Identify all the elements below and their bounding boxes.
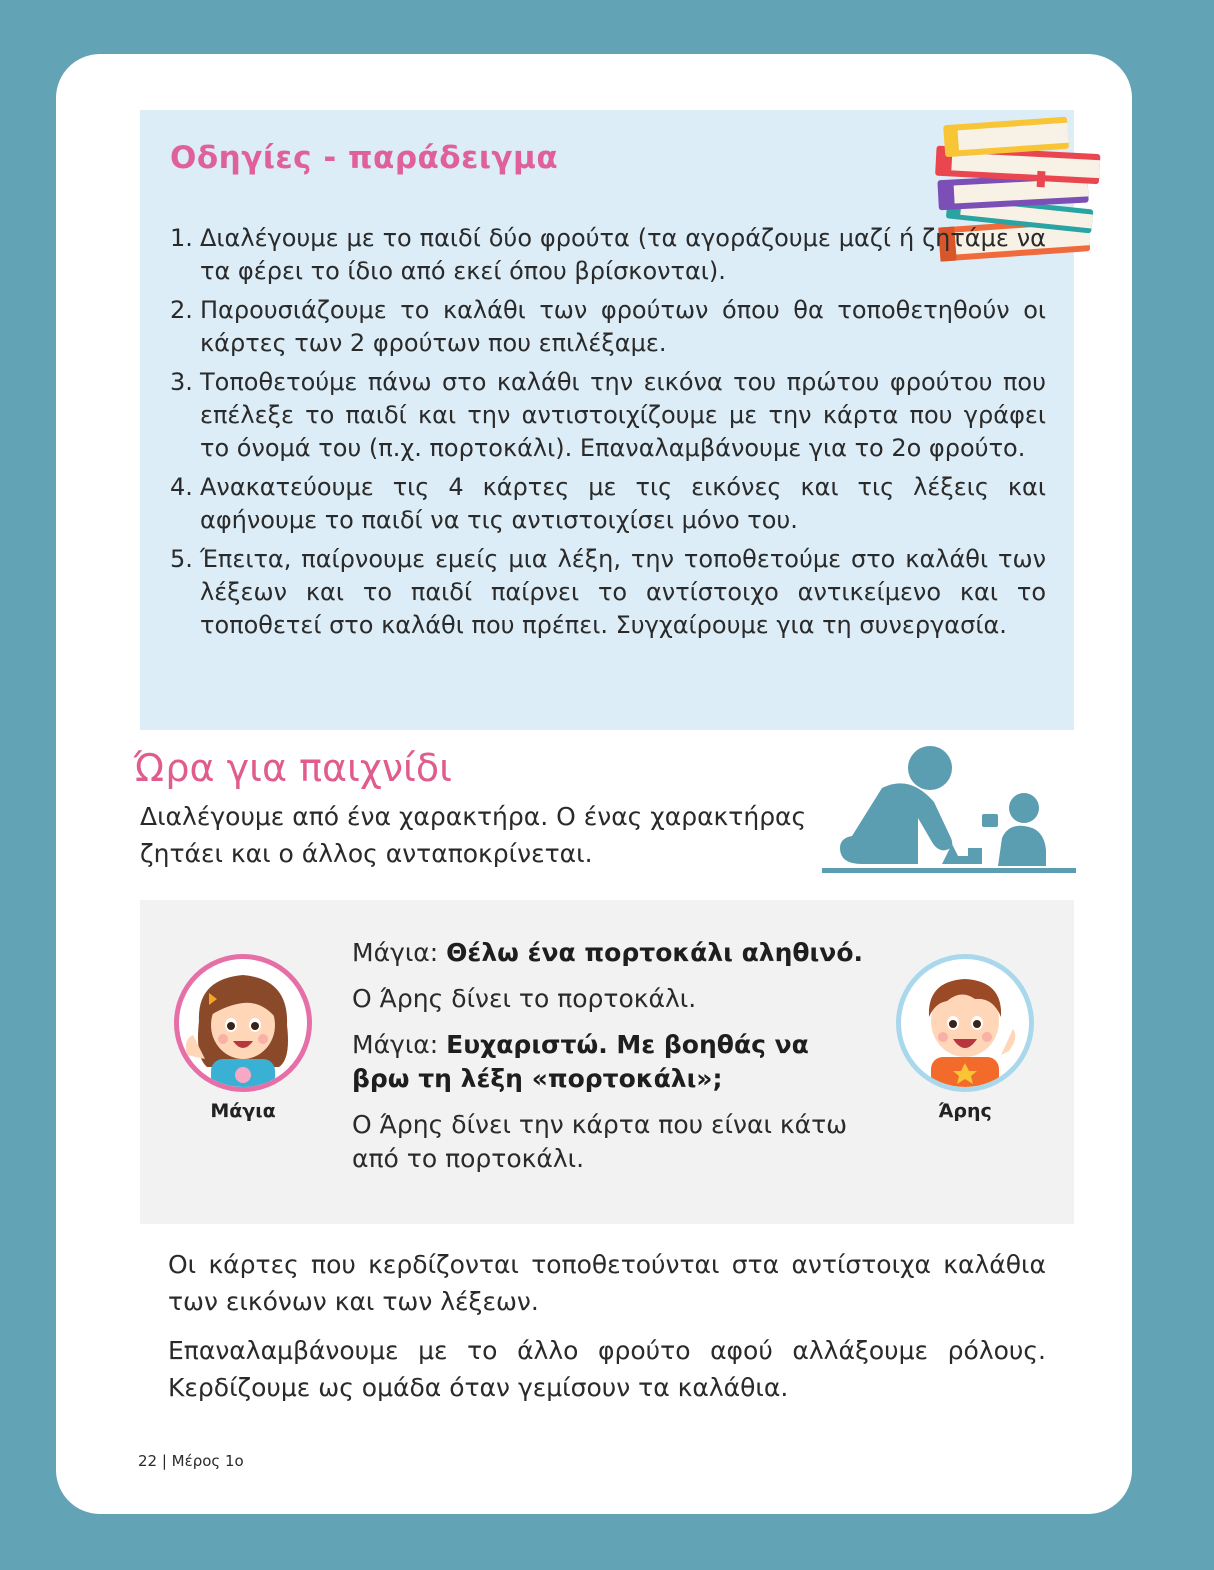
step-text: Ανακατεύουμε τις 4 κάρτες με τις εικόνες και τις λέξεις και αφήνουμε το παιδί να τις αντιστοιχίσει μόνο του. xyxy=(200,473,1046,534)
aris-avatar xyxy=(896,954,1034,1092)
list-item: 3. Τοποθετούμε πάνω στο καλάθι την εικόνα του πρώτου φρούτου που επέλεξε το παιδί και την αντιστοιχίζουμε με την κάρτα που γράφει το όνομά του (π.χ. πορτοκάλι). Επαναλαμβάνουμε για το 2ο φρούτο. xyxy=(170,368,1046,462)
maya-label: Μάγια xyxy=(210,1100,276,1122)
page-footer: 22 | Μέρος 1ο xyxy=(138,1452,244,1470)
instructions-box xyxy=(140,110,1074,730)
list-item: 2. Παρουσιάζουμε το καλάθι των φρούτων όπου θα τοποθετηθούν οι κάρτες των 2 φρούτων που επιλέξαμε. xyxy=(170,296,1046,357)
outro-paragraph: Επαναλαμβάνουμε με το άλλο φρούτο αφού αλλάξουμε ρόλους. Κερδίζουμε ως ομάδα όταν γεμίσουν τα καλάθια. xyxy=(168,1336,1046,1402)
list-item: 1. Διαλέγουμε με το παιδί δύο φρούτα (τα αγοράζουμε μαζί ή ζητάμε να τα φέρει το ίδιο από εκεί όπου βρίσκονται). xyxy=(170,224,1046,285)
dialog-line: Ο Άρης δίνει την κάρτα που είναι κάτω από το πορτοκάλι. xyxy=(352,1110,848,1173)
aris-label: Άρης xyxy=(938,1100,992,1122)
play-blocks-icon xyxy=(822,744,1076,878)
steps-list xyxy=(170,222,1046,648)
step-text: Διαλέγουμε με το παιδί δύο φρούτα (τα αγοράζουμε μαζί ή ζητάμε να τα φέρει το ίδιο από εκεί όπου βρίσκονται). xyxy=(200,224,1046,285)
girl-face-icon xyxy=(179,959,307,1087)
outro-paragraph: Οι κάρτες που κερδίζονται τοποθετούνται στα αντίστοιχα καλάθια των εικόνων και των λέξεων. xyxy=(168,1250,1046,1316)
outro xyxy=(168,1246,1046,1418)
list-item: 5. Έπειτα, παίρνουμε εμείς μια λέξη, την τοποθετούμε στο καλάθι των λέξεων και το παιδί παίρνει το αντίστοιχο αντικείμενο και το τοποθετεί στο καλάθι που πρέπει. Συγχαίρουμε για τη συνεργασία. xyxy=(170,545,1046,639)
step-text: Παρουσιάζουμε το καλάθι των φρούτων όπου θα τοποθετηθούν οι κάρτες των 2 φρούτων που επιλέξαμε. xyxy=(200,296,1046,357)
dialog-line: Μάγια: Θέλω ένα πορτοκάλι αληθινό. xyxy=(352,938,863,967)
list-item: 4. Ανακατεύουμε τις 4 κάρτες με τις εικόνες και τις λέξεις και αφήνουμε το παιδί να τις αντιστοιχίσει μόνο του. xyxy=(170,473,1046,534)
dialog-box xyxy=(140,900,1074,1224)
step-text: Έπειτα, παίρνουμε εμείς μια λέξη, την τοποθετούμε στο καλάθι των λέξεων και το παιδί παίρνει το αντίστοιχο αντικείμενο και το τοποθετεί στο καλάθι που πρέπει. Συγχαίρουμε για τη συνεργασία. xyxy=(200,545,1046,639)
dialog-lines xyxy=(352,936,872,1188)
page xyxy=(56,54,1132,1514)
boy-face-icon xyxy=(901,959,1029,1087)
step-text: Τοποθετούμε πάνω στο καλάθι την εικόνα του πρώτου φρούτου που επέλεξε το παιδί και την αντιστοιχίζουμε με την κάρτα που γράφει το όνομά του (π.χ. πορτοκάλι). Επαναλαμβάνουμε για το 2ο φρούτο. xyxy=(200,368,1046,462)
dialog-line: Ο Άρης δίνει το πορτοκάλι. xyxy=(352,984,697,1013)
instructions-title: Οδηγίες - παράδειγμα xyxy=(170,140,559,176)
play-description: Διαλέγουμε από ένα χαρακτήρα. Ο ένας χαρακτήρας ζητάει και ο άλλος ανταποκρίνεται. xyxy=(140,802,807,868)
dialog-line: Μάγια: Ευχαριστώ. Με βοηθάς να βρω τη λέξη «πορτοκάλι»; xyxy=(352,1030,809,1093)
play-title: Ώρα για παιχνίδι xyxy=(134,746,453,790)
maya-avatar xyxy=(174,954,312,1092)
